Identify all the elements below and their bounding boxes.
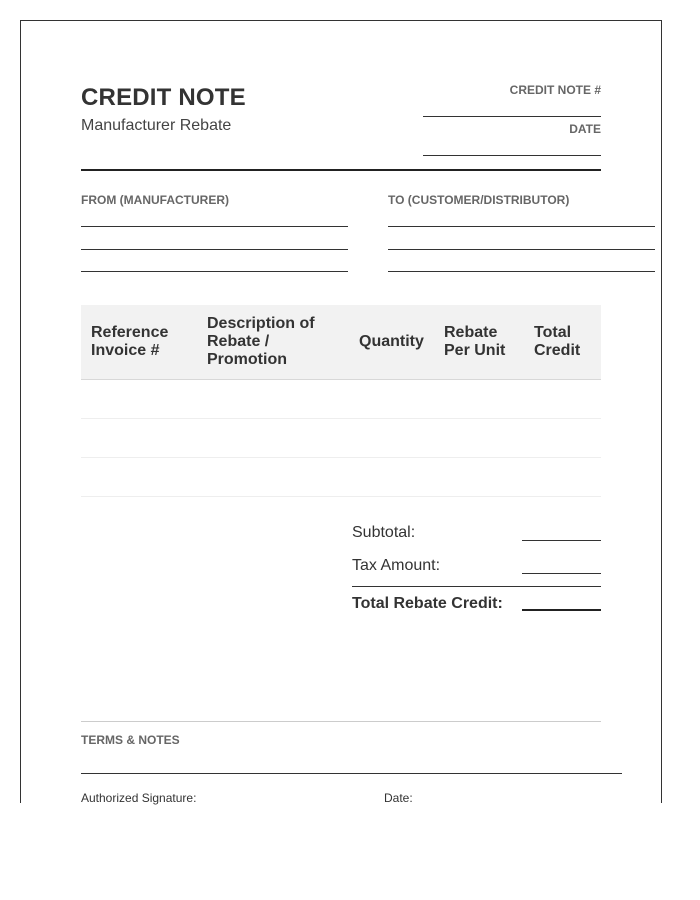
total-divider	[352, 586, 601, 587]
document-subtitle: Manufacturer Rebate	[81, 117, 232, 134]
date-field[interactable]	[423, 155, 601, 156]
table-row[interactable]	[81, 457, 601, 458]
subtotal-field[interactable]	[522, 540, 601, 541]
column-header-quantity: Quantity	[359, 333, 424, 350]
subtotal-label: Subtotal:	[352, 524, 416, 541]
from-line-2[interactable]	[81, 249, 348, 250]
credit-note-sheet	[20, 20, 662, 803]
column-header-rebate-per-unit: Rebate Per Unit	[444, 324, 506, 359]
signature-date-label: Date:	[384, 791, 413, 805]
table-row[interactable]	[81, 418, 601, 419]
to-line-2[interactable]	[388, 249, 655, 250]
table-header	[81, 305, 601, 380]
column-header-description: Description of Rebate / Promotion	[207, 315, 315, 368]
column-header-total-credit: Total Credit	[534, 324, 581, 359]
authorized-signature-label: Authorized Signature:	[81, 791, 197, 805]
column-header-reference: Reference Invoice #	[91, 324, 169, 359]
to-line-3[interactable]	[388, 271, 655, 272]
from-line-1[interactable]	[81, 226, 348, 227]
tax-amount-label: Tax Amount:	[352, 557, 441, 574]
terms-notes-field[interactable]	[81, 773, 622, 774]
table-row[interactable]	[81, 496, 601, 497]
total-rebate-credit-field[interactable]	[522, 609, 601, 611]
from-line-3[interactable]	[81, 271, 348, 272]
total-rebate-credit-label: Total Rebate Credit:	[352, 595, 503, 612]
credit-note-number-field[interactable]	[423, 116, 601, 117]
to-line-1[interactable]	[388, 226, 655, 227]
document-title: CREDIT NOTE	[81, 84, 246, 111]
terms-notes-label: TERMS & NOTES	[81, 733, 180, 747]
date-label: DATE	[569, 122, 601, 136]
notes-divider	[81, 721, 601, 722]
to-label: TO (CUSTOMER/DISTRIBUTOR)	[388, 193, 570, 207]
tax-amount-field[interactable]	[522, 573, 601, 574]
from-label: FROM (MANUFACTURER)	[81, 193, 229, 207]
credit-note-number-label: CREDIT NOTE #	[509, 83, 601, 97]
header-divider	[81, 169, 601, 171]
